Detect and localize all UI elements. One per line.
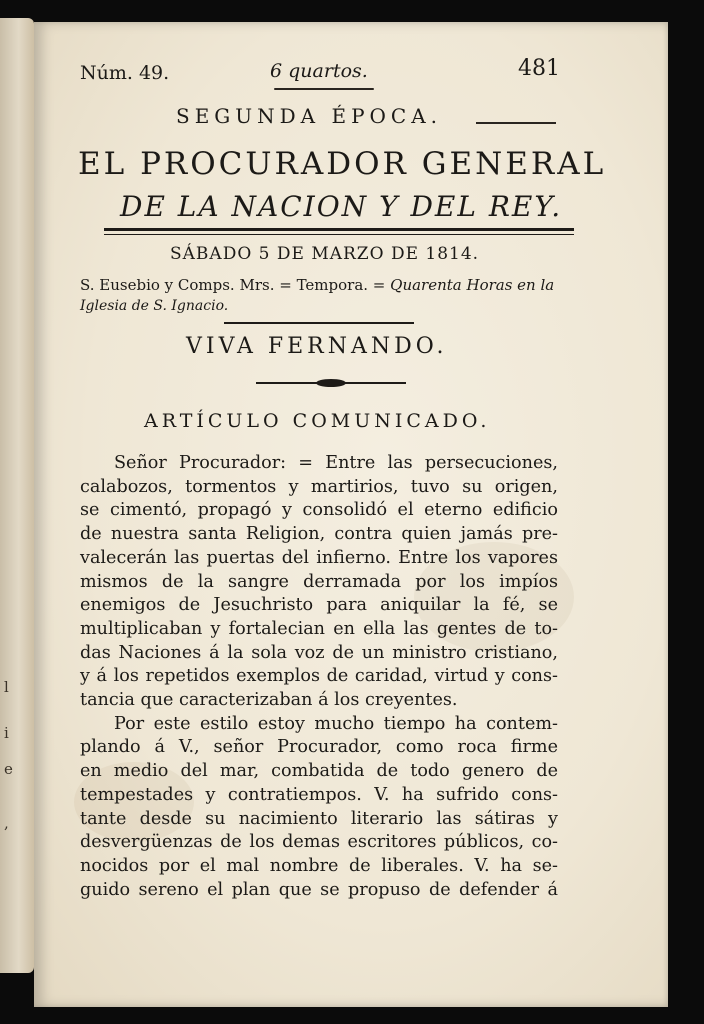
left-fragment: ,: [4, 814, 9, 832]
body-line: enemigos de Jesuchristo para aniquilar la fé, se: [80, 595, 558, 616]
issue-date: SÁBADO 5 DE MARZO DE 1814.: [170, 244, 480, 264]
body-line: desvergüenzas de los demas escritores públicos, co-: [80, 832, 558, 853]
body-line: tante desde su nacimiento literario las sátiras y: [80, 808, 558, 829]
epoch-rule: [476, 122, 556, 124]
body-line: tancia que caracterizaban á los creyentes.: [80, 690, 458, 711]
body-line: tempestades y contratiempos. V. ha sufrido cons-: [80, 784, 558, 805]
saints-line-1: [80, 276, 554, 294]
masthead-rule: [104, 228, 574, 231]
body-line: calabozos, tormentos y martirios, tuvo su origen,: [80, 476, 558, 497]
left-fragment: e: [4, 760, 13, 778]
newspaper-page: [34, 22, 668, 1007]
article-body: [80, 452, 558, 902]
body-line: multiplicaban y fortalecian en ella las gentes de to-: [80, 618, 558, 639]
body-line: se cimentó, propagó y consolidó el eterno edificio: [80, 500, 558, 521]
body-line: y á los repetidos exemplos de caridad, virtud y cons-: [80, 666, 558, 687]
epoch-heading: SEGUNDA ÉPOCA.: [176, 104, 443, 128]
masthead-rule-thin: [104, 234, 574, 235]
page-number: 481: [518, 56, 560, 81]
body-line: Señor Procurador: = Entre las persecuciones,: [114, 453, 558, 473]
saints-text: S. Eusebio y Comps. Mrs. = Tempora. =: [80, 276, 391, 294]
issue-number: Núm. 49.: [80, 62, 170, 84]
body-line: plando á V., señor Procurador, como roca firme: [80, 737, 558, 758]
body-line: Por este estilo estoy mucho tiempo ha contem-: [114, 713, 558, 734]
body-line: guido sereno el plan que se propuso de defender á: [80, 879, 558, 900]
masthead-title: EL PROCURADOR GENERAL: [78, 146, 607, 182]
left-fragment: i: [4, 724, 9, 742]
body-line: de nuestra santa Religion, contra quien jamás pre-: [80, 524, 558, 545]
price-underline: [274, 88, 374, 90]
saints-text-italic: Quarenta Horas en la: [390, 276, 555, 294]
body-line: valecerán las puertas del infierno. Entre los vapores: [80, 547, 558, 568]
body-line: nocidos por el mal nombre de liberales. V. ha se-: [80, 855, 558, 876]
viva-heading: VIVA FERNANDO.: [186, 334, 448, 359]
price: 6 quartos.: [270, 60, 368, 82]
article-heading: ARTÍCULO COMUNICADO.: [144, 410, 491, 432]
masthead-subtitle: DE LA NACION Y DEL REY.: [120, 190, 563, 223]
left-page-edge: [0, 18, 34, 973]
section-rule: [224, 322, 414, 324]
body-line: mismos de la sangre derramada por los impíos: [80, 571, 558, 592]
body-line: en medio del mar, combatida de todo genero de: [80, 761, 558, 782]
body-line: das Naciones á la sola voz de un ministro cristiano,: [80, 642, 558, 663]
ornament-center: [316, 379, 346, 387]
saints-line-2: Iglesia de S. Ignacio.: [80, 298, 229, 314]
left-fragment: l: [4, 678, 9, 696]
